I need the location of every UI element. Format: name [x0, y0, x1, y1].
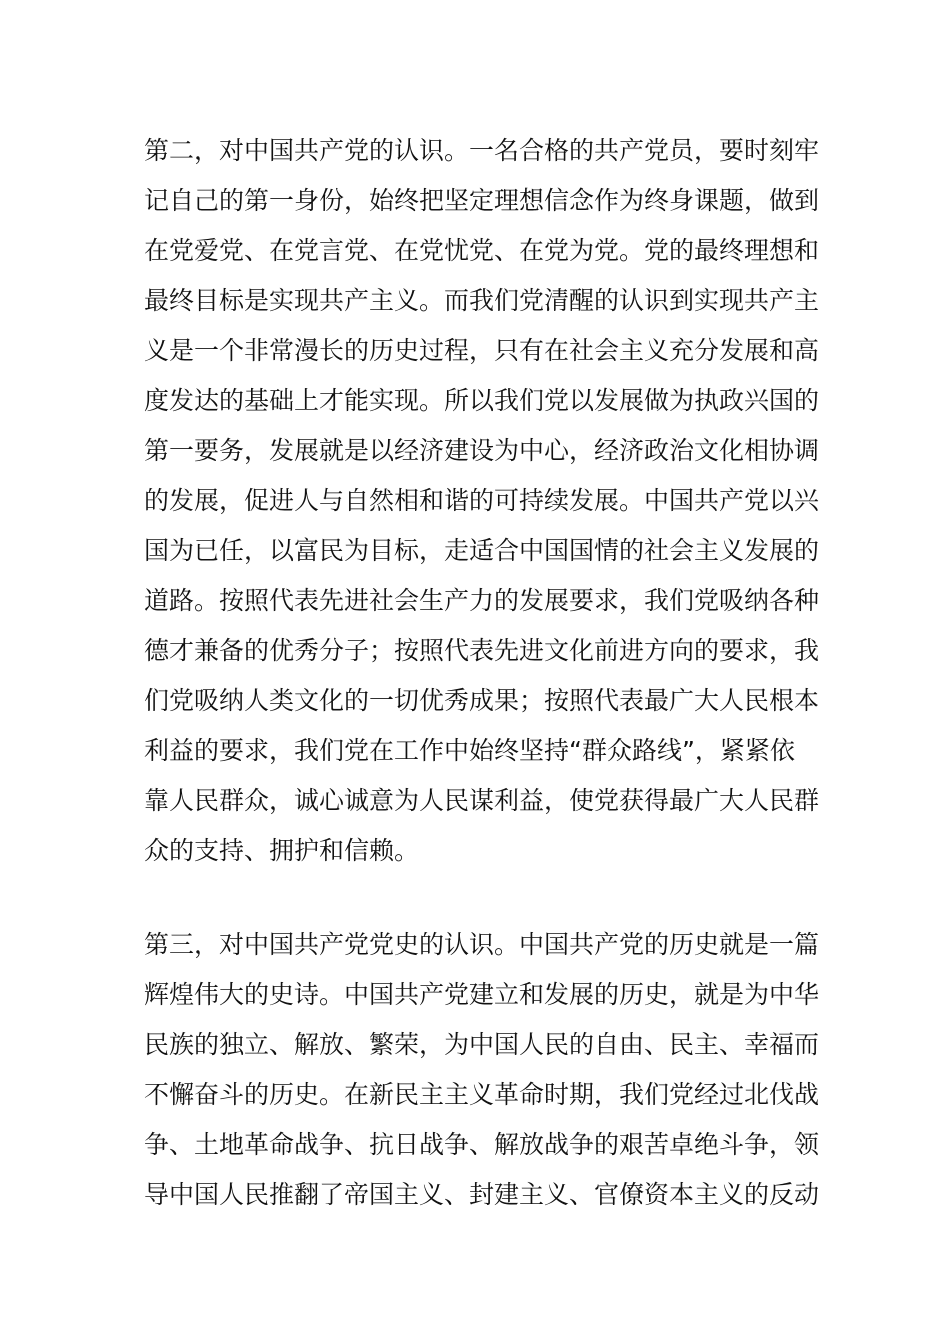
text-line: 义是一个非常漫长的历史过程，只有在社会主义充分发展和高	[144, 336, 820, 365]
text-line: 民族的独立、解放、繁荣，为中国人民的自由、民主、幸福而	[144, 1030, 820, 1059]
text-line: 国为已任，以富民为目标，走适合中国国情的社会主义发展的	[144, 536, 820, 565]
text-line: 第二，对中国共产党的认识。一名合格的共产党员，要时刻牢	[144, 136, 820, 165]
paragraph-party-understanding	[144, 126, 824, 876]
text-line: 利益的要求，我们党在工作中始终坚持“群众路线”，紧紧依	[144, 736, 795, 765]
text-line: 靠人民群众，诚心诚意为人民谋利益，使党获得最广大人民群	[144, 786, 820, 815]
text-line: 在党爱党、在党言党、在党忧党、在党为党。党的最终理想和	[144, 236, 820, 265]
text-line: 度发达的基础上才能实现。所以我们党以发展做为执政兴国的	[144, 386, 820, 415]
text-line: 的发展，促进人与自然相和谐的可持续发展。中国共产党以兴	[144, 486, 820, 515]
text-line: 道路。按照代表先进社会生产力的发展要求，我们党吸纳各种	[144, 586, 820, 615]
text-line: 记自己的第一身份，始终把坚定理想信念作为终身课题，做到	[144, 186, 820, 215]
text-line: 们党吸纳人类文化的一切优秀成果；按照代表最广大人民根本	[144, 686, 820, 715]
text-line: 最终目标是实现共产主义。而我们党清醒的认识到实现共产主	[144, 286, 820, 315]
text-line: 第一要务，发展就是以经济建设为中心，经济政治文化相协调	[144, 436, 820, 465]
text-line: 德才兼备的优秀分子；按照代表先进文化前进方向的要求，我	[144, 636, 820, 665]
text-line: 争、土地革命战争、抗日战争、解放战争的艰苦卓绝斗争，领	[144, 1130, 820, 1159]
text-line: 导中国人民推翻了帝国主义、封建主义、官僚资本主义的反动	[144, 1180, 820, 1209]
text-line: 不懈奋斗的历史。在新民主主义革命时期，我们党经过北伐战	[144, 1080, 820, 1109]
text-line: 众的支持、拥护和信赖。	[144, 836, 420, 865]
text-line: 第三，对中国共产党党史的认识。中国共产党的历史就是一篇	[144, 930, 820, 959]
paragraph-party-history	[144, 920, 824, 1220]
text-line: 辉煌伟大的史诗。中国共产党建立和发展的历史，就是为中华	[144, 980, 820, 1009]
